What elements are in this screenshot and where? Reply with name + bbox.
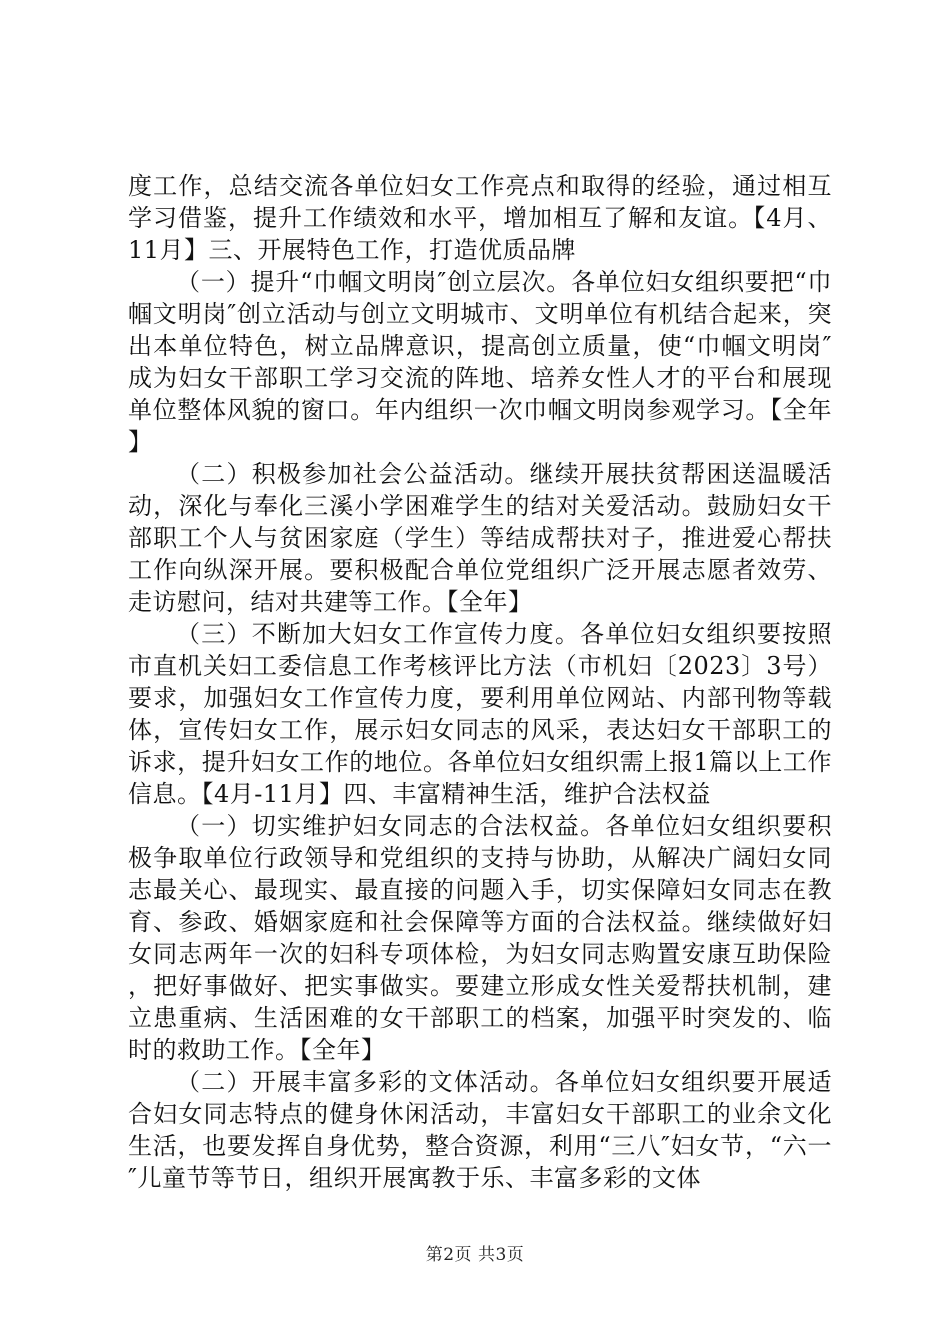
paragraph-womens-civilized-post: （一）提升“巾帼文明岗″创立层次。各单位妇女组织要把“巾帼文明岗″创立活动与创立文明城市、文明单位有机结合起来，突出本单位特色，树立品牌意识，提高创立质量，使“巾帼文明岗″成为妇女干部职工学习交流的阵地、培养女性人才的平台和展现单位整体风貌的窗口。年内组织一次巾帼文明岗参观学习。【全年】: [128, 268, 832, 456]
paragraph-continuation: 度工作，总结交流各单位妇女工作亮点和取得的经验，通过相互学习借鉴，提升工作绩效和水平，增加相互了解和友谊。【4月、11月】三、开展特色工作，打造优质品牌: [128, 172, 832, 264]
paragraph-publicity: （三）不断加大妇女工作宣传力度。各单位妇女组织要按照市直机关妇工委信息工作考核评比方法（市机妇〔2023〕3号）要求，加强妇女工作宣传力度，要利用单位网站、内部刊物等载体，宣传妇女工作，展示妇女同志的风采，表达妇女干部职工的诉求，提升妇女工作的地位。各单位妇女组织需上报1篇以上工作信息。【4月-11月】四、丰富精神生活，维护合法权益: [128, 620, 832, 808]
document-body: [128, 170, 832, 1194]
page-number-footer: 第2页 共3页: [425, 1245, 525, 1265]
paragraph-cultural-activities: （二）开展丰富多彩的文体活动。各单位妇女组织要开展适合妇女同志特点的健身休闲活动，丰富妇女干部职工的业余文化生活，也要发挥自身优势，整合资源，利用“三八″妇女节，“六一″儿童节等节日，组织开展寓教于乐、丰富多彩的文体: [128, 1068, 832, 1192]
paragraph-legal-rights: （一）切实维护妇女同志的合法权益。各单位妇女组织要积极争取单位行政领导和党组织的支持与协助，从解决广阔妇女同志最关心、最现实、最直接的问题入手，切实保障妇女同志在教育、参政、婚姻家庭和社会保障等方面的合法权益。继续做好妇女同志两年一次的妇科专项体检，为妇女同志购置安康互助保险，把好事做好、把实事做实。要建立形成女性关爱帮扶机制，建立患重病、生活困难的女干部职工的档案，加强平时突发的、临时的救助工作。【全年】: [128, 812, 832, 1064]
paragraph-public-welfare: （二）积极参加社会公益活动。继续开展扶贫帮困送温暖活动，深化与奉化三溪小学困难学生的结对关爱活动。鼓励妇女干部职工个人与贫困家庭（学生）等结成帮扶对子，推进爱心帮扶工作向纵深开展。要积极配合单位党组织广泛开展志愿者效劳、走访慰问，结对共建等工作。【全年】: [128, 460, 832, 616]
